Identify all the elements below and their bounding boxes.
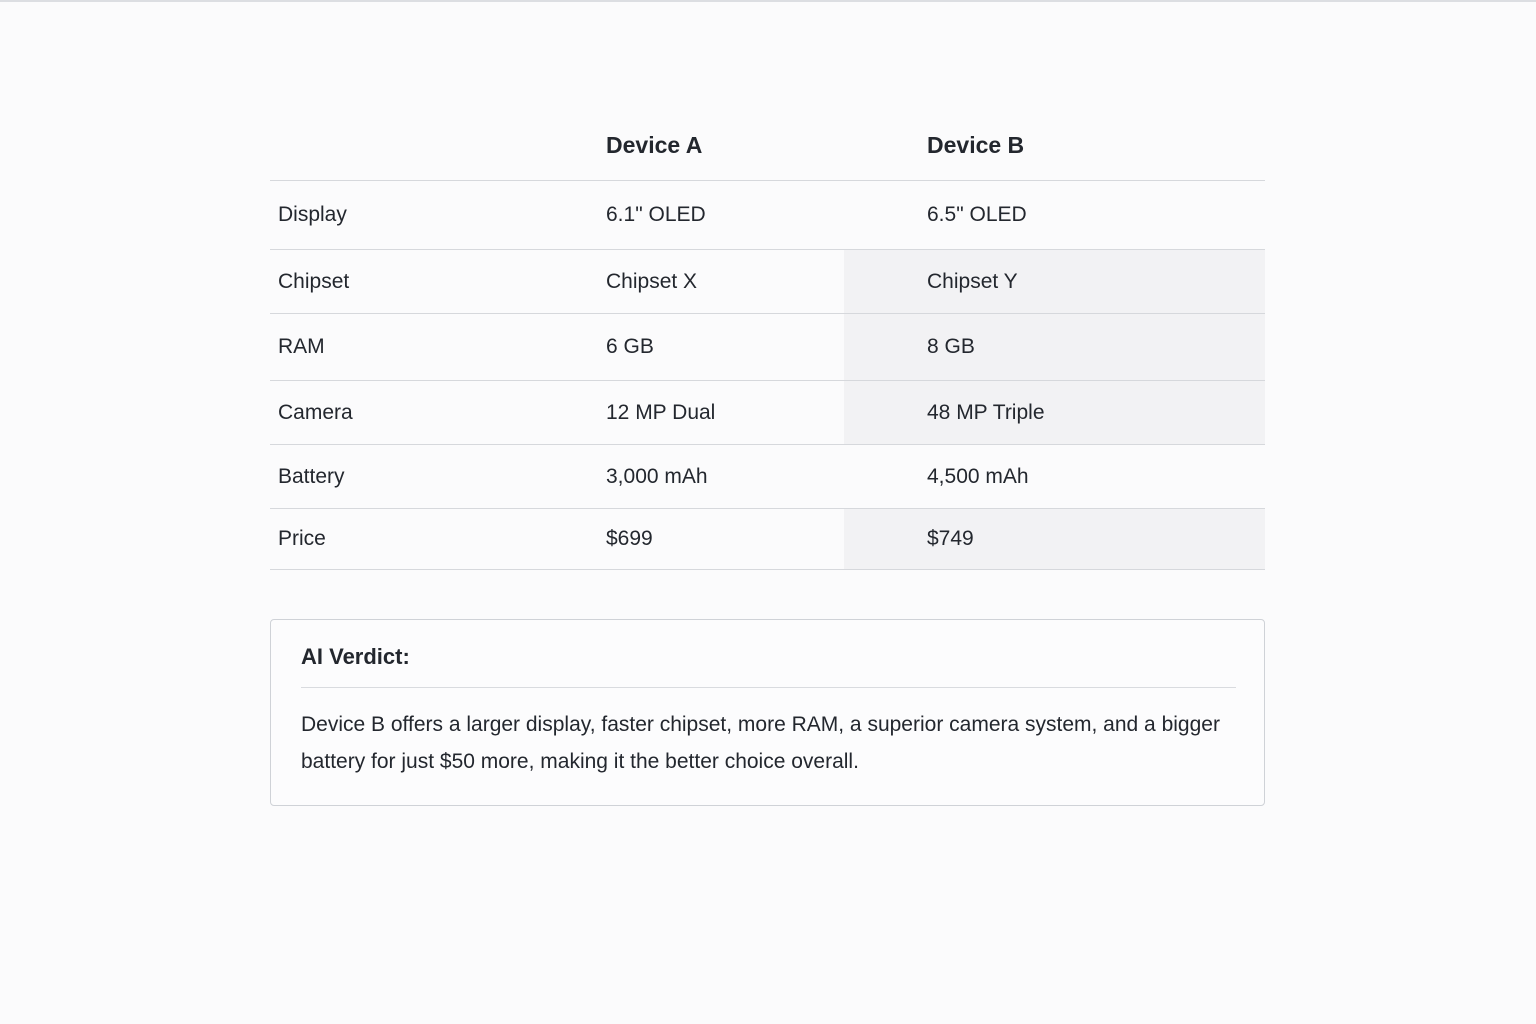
device-a-value: 6 GB [598,314,844,381]
verdict-title: AI Verdict: [301,644,410,669]
comparison-table [270,110,1265,570]
device-a-value: 3,000 mAh [598,445,844,509]
verdict-text: Device B offers a larger display, faster chipset, more RAM, a superior camera system, and a bigger battery for just $50 more, making it the better choice overall. [301,713,1220,773]
spec-label: Camera [270,381,598,445]
spec-label: Battery [270,445,598,509]
header-device-b: Device B [844,110,1265,181]
spec-label: Price [270,509,598,570]
device-b-value: $749 [844,509,1265,570]
device-b-value: 8 GB [844,314,1265,381]
header-device-a: Device A [598,110,844,181]
table-row [270,509,1265,570]
top-divider [0,0,1536,2]
table-row [270,314,1265,381]
spec-label: Display [270,181,598,250]
table-header-row [270,110,1265,181]
verdict-divider [301,687,1236,688]
device-b-value: Chipset Y [844,250,1265,314]
table-row [270,250,1265,314]
spec-label: Chipset [270,250,598,314]
header-spec-label [270,110,598,181]
spec-label: RAM [270,314,598,381]
table-row [270,445,1265,509]
device-a-value: 12 MP Dual [598,381,844,445]
device-a-value: Chipset X [598,250,844,314]
table-row [270,181,1265,250]
device-a-value: 6.1" OLED [598,181,844,250]
device-b-value: 4,500 mAh [844,445,1265,509]
device-b-value: 6.5" OLED [844,181,1265,250]
table-row [270,381,1265,445]
device-a-value: $699 [598,509,844,570]
ai-verdict-panel [270,619,1265,806]
device-b-value: 48 MP Triple [844,381,1265,445]
